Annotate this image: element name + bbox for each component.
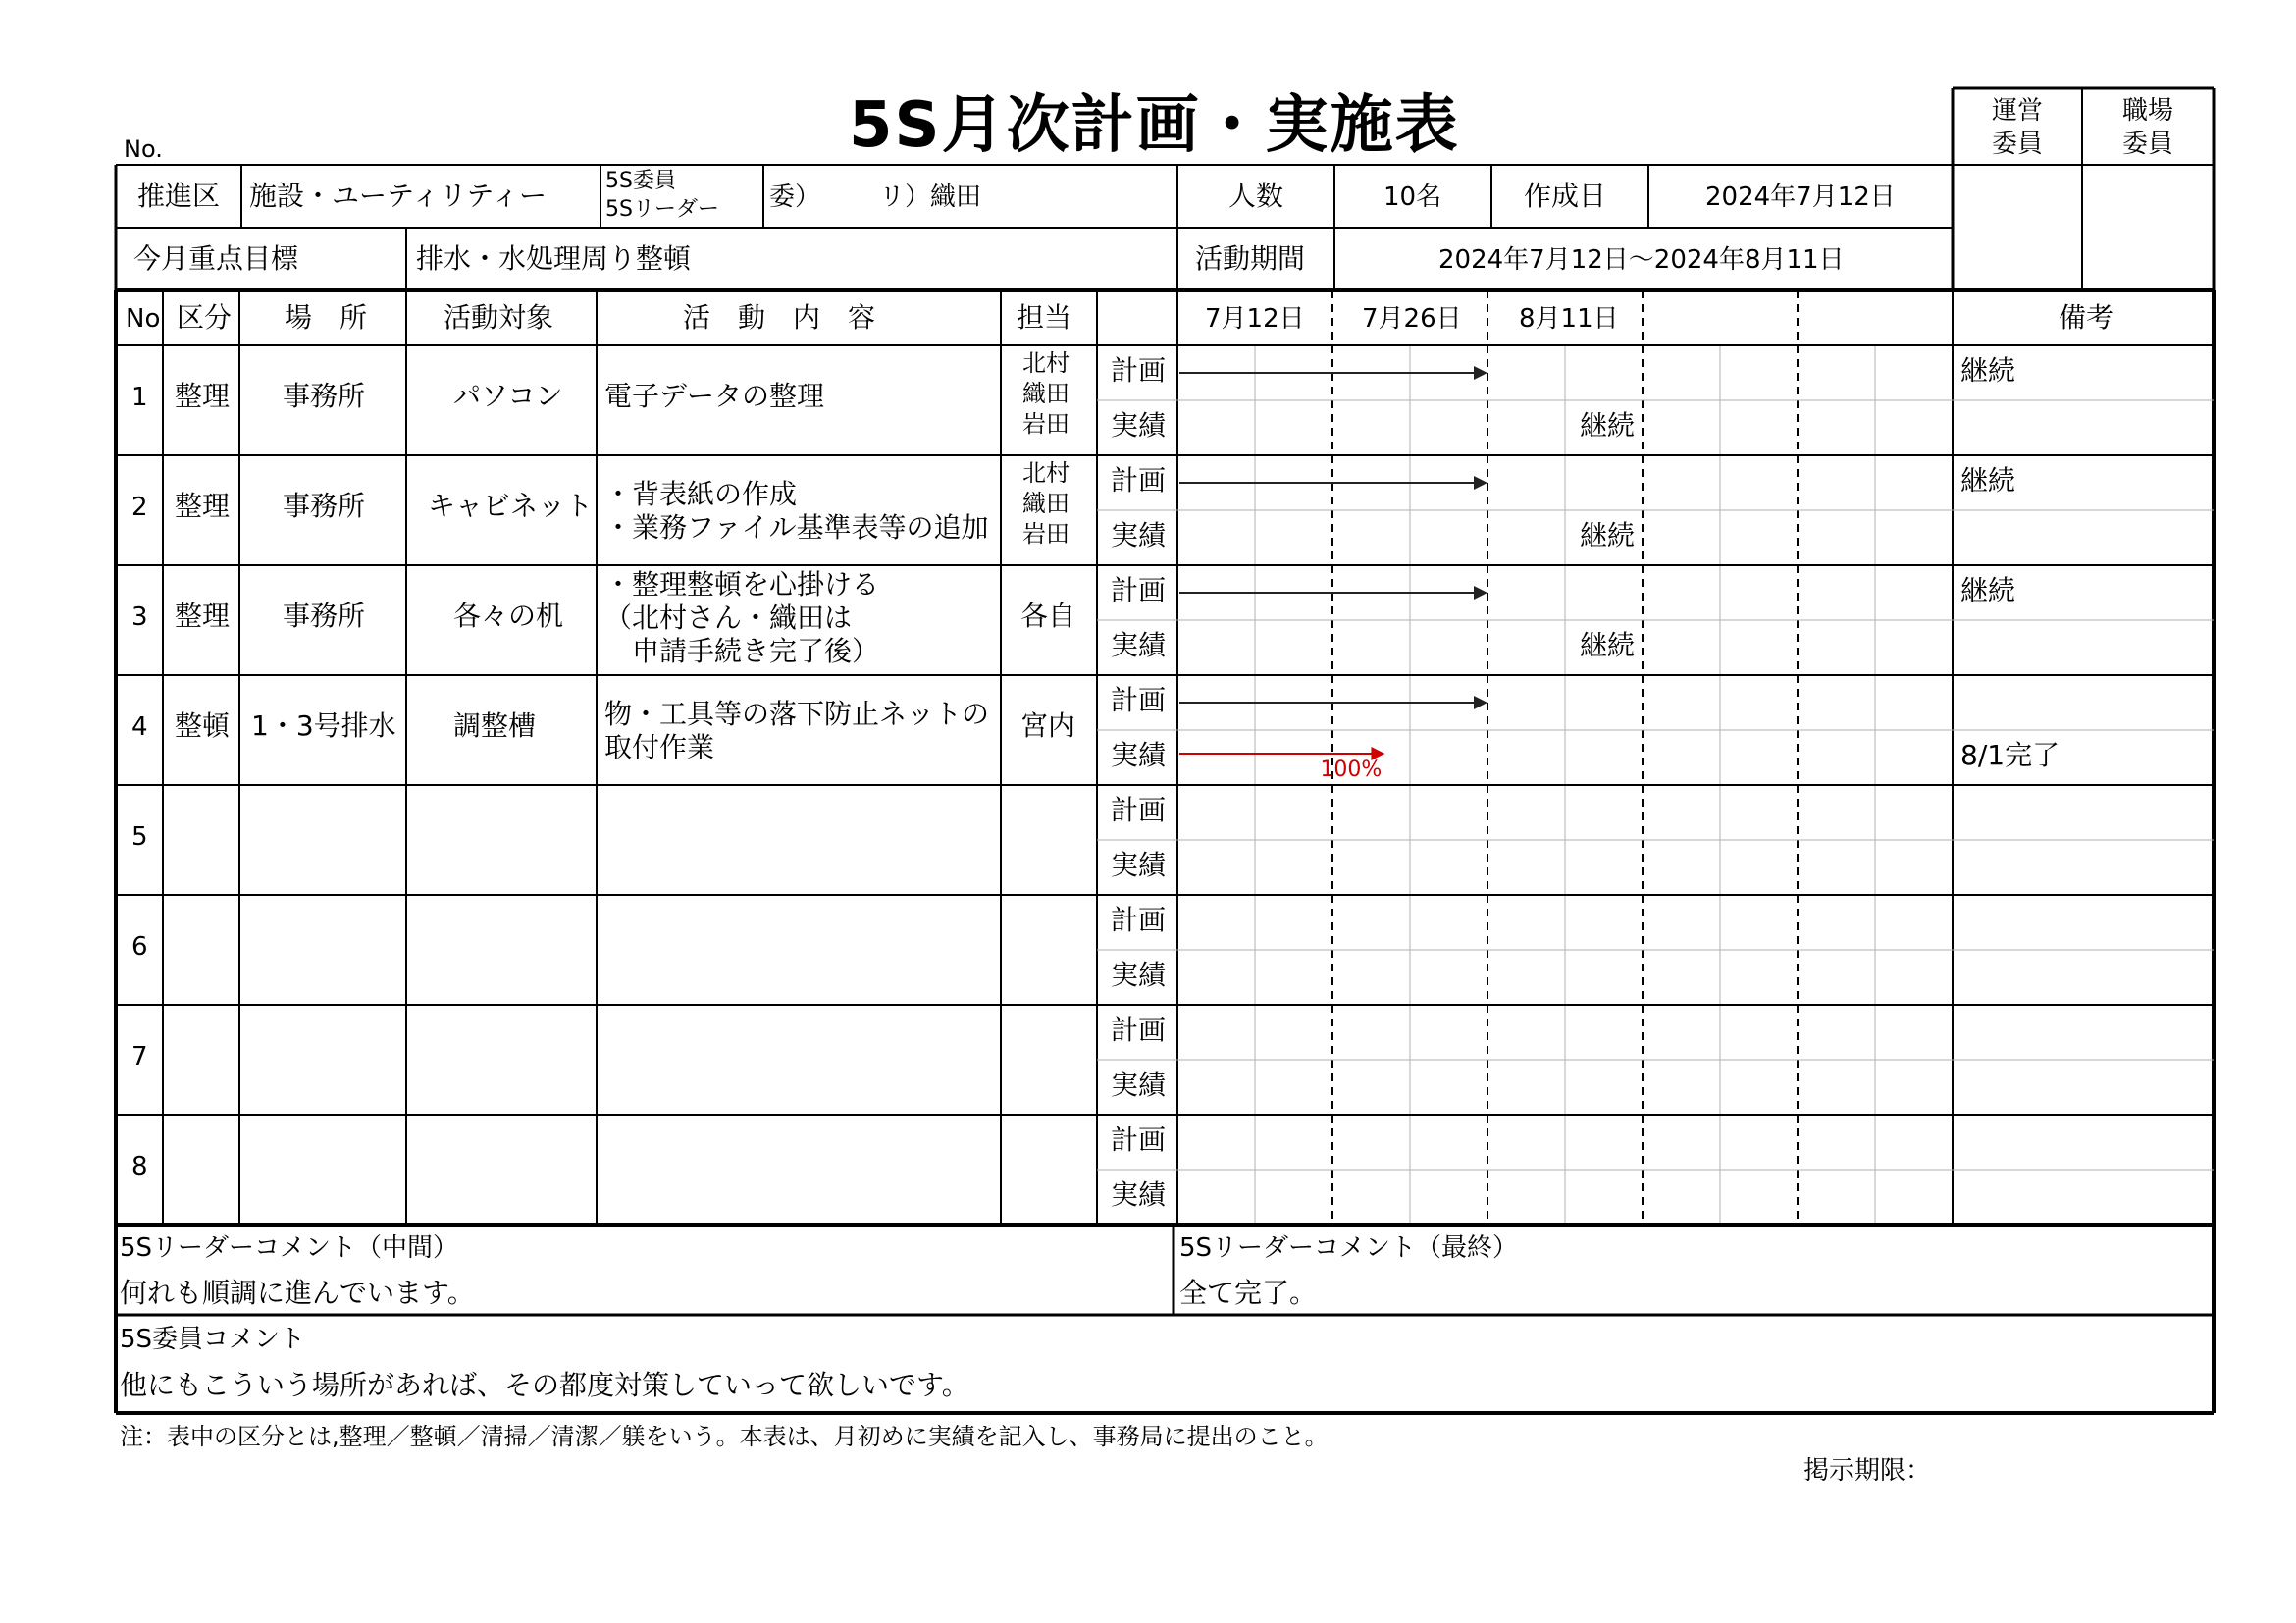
row-content-line: ・背表紙の作成 (604, 478, 798, 510)
role-value-committee: 委） (769, 183, 821, 212)
row-content-line: 取付作業 (604, 731, 715, 763)
col-header-content: 活 動 内 容 (683, 301, 876, 334)
row-number: 7 (131, 1042, 148, 1072)
leader-mid-comment-value: 何れも順調に進んでいます。 (120, 1277, 475, 1309)
row-category: 整理 (175, 490, 231, 522)
row-plan-label: 計画 (1111, 354, 1167, 387)
row-plan-label: 計画 (1111, 684, 1167, 716)
col-header-category: 区分 (177, 301, 233, 334)
row-category: 整理 (175, 380, 231, 412)
leader-mid-comment-label: 5Sリーダーコメント（中間） (120, 1233, 459, 1263)
row-actual-label: 実績 (1111, 1178, 1167, 1211)
col-header-target: 活動対象 (444, 301, 554, 334)
actual-progress-note: 継続 (1580, 629, 1636, 661)
page-title: 5S月次計画・実施表 (849, 89, 1460, 162)
row-owner: 各自 (1020, 600, 1076, 632)
row-owner-line: 北村 (1022, 349, 1070, 377)
period-value: 2024年7月12日～2024年8月11日 (1438, 245, 1845, 275)
plan-arrow-head (1474, 476, 1487, 490)
goal-value: 排水・水処理周り整頓 (416, 242, 692, 275)
area-value: 施設・ユーティリティー (249, 180, 547, 212)
row-content-line: 申請手続き完了後） (604, 635, 880, 667)
row-content-line: 電子データの整理 (604, 380, 825, 412)
row-content-line: 物・工具等の落下防止ネットの (604, 698, 990, 730)
role-value-leader: リ）織田 (879, 183, 982, 212)
col-header-remarks: 備考 (2059, 301, 2114, 334)
row-remark-plan: 継続 (1960, 464, 2016, 497)
created-date-label: 作成日 (1524, 180, 1607, 212)
actual-progress-note: 継続 (1580, 519, 1636, 551)
approval-box-2-line-1: 職場 (2122, 96, 2174, 126)
row-location: 事務所 (283, 490, 366, 522)
col-header-owner: 担当 (1017, 301, 1072, 334)
row-location: 事務所 (283, 380, 366, 412)
period-label: 活動期間 (1195, 242, 1306, 275)
actual-progress-note: 100% (1320, 758, 1383, 782)
row-owner-line: 織田 (1022, 490, 1070, 517)
headcount-label: 人数 (1228, 180, 1284, 212)
row-owner-line: 岩田 (1022, 520, 1070, 548)
row-number: 5 (131, 822, 148, 852)
row-remark-plan: 継続 (1960, 574, 2016, 606)
actual-progress-note: 継続 (1580, 409, 1636, 442)
plan-arrow-head (1474, 586, 1487, 600)
row-target: 調整槽 (453, 709, 537, 742)
row-actual-label: 実績 (1111, 849, 1167, 881)
row-location: 1・3号排水 (251, 709, 396, 742)
col-header-date-1: 7月12日 (1205, 304, 1305, 334)
row-location: 事務所 (283, 600, 366, 632)
row-target: 各々の机 (453, 600, 564, 632)
row-owner-line: 北村 (1022, 459, 1070, 487)
row-content-line: （北村さん・織田は (604, 602, 853, 634)
row-number: 4 (131, 712, 148, 742)
plan-arrow-head (1474, 366, 1487, 380)
row-number: 1 (131, 383, 148, 412)
plan-arrow-head (1474, 696, 1487, 709)
row-plan-label: 計画 (1111, 904, 1167, 936)
leader-final-comment-value: 全て完了。 (1179, 1277, 1318, 1309)
committee-comment-label: 5S委員コメント (120, 1325, 306, 1354)
row-category: 整頓 (175, 709, 231, 742)
row-content-line: ・業務ファイル基準表等の追加 (604, 511, 989, 544)
row-plan-label: 計画 (1111, 1124, 1167, 1156)
row-actual-label: 実績 (1111, 739, 1167, 771)
goal-label: 今月重点目標 (133, 242, 299, 275)
row-actual-label: 実績 (1111, 519, 1167, 551)
col-header-date-2: 7月26日 (1362, 304, 1462, 334)
row-remark-actual: 8/1完了 (1960, 739, 2061, 771)
role-label-leader: 5Sリーダー (605, 197, 719, 222)
row-plan-label: 計画 (1111, 464, 1167, 497)
col-header-no: No (126, 304, 161, 334)
row-actual-label: 実績 (1111, 409, 1167, 442)
approval-box-2-line-2: 委員 (2122, 130, 2174, 159)
role-label-committee: 5S委員 (605, 169, 676, 193)
row-plan-label: 計画 (1111, 794, 1167, 826)
row-owner-line: 織田 (1022, 380, 1070, 407)
row-plan-label: 計画 (1111, 1014, 1167, 1046)
row-remark-plan: 継続 (1960, 354, 2016, 387)
area-label: 推進区 (137, 180, 221, 212)
posting-deadline-label: 掲示期限： (1803, 1456, 1932, 1486)
headcount-value: 10名 (1383, 183, 1442, 212)
row-content-line: ・整理整頓を心掛ける (604, 568, 880, 601)
approval-box-1-line-1: 運営 (1992, 96, 2044, 126)
row-actual-label: 実績 (1111, 1069, 1167, 1101)
col-header-location: 場 所 (285, 301, 368, 334)
row-owner-line: 岩田 (1022, 410, 1070, 438)
committee-comment-value: 他にもこういう場所があれば、その都度対策していって欲しいです。 (120, 1369, 969, 1401)
col-header-date-3: 8月11日 (1519, 304, 1619, 334)
row-target: パソコン (453, 380, 563, 412)
approval-box-1-line-2: 委員 (1992, 130, 2044, 159)
row-category: 整理 (175, 600, 231, 632)
row-actual-label: 実績 (1111, 629, 1167, 661)
row-number: 2 (131, 493, 148, 522)
document-number-label: No. (124, 135, 163, 163)
row-number: 3 (131, 602, 148, 632)
row-plan-label: 計画 (1111, 574, 1167, 606)
leader-final-comment-label: 5Sリーダーコメント（最終） (1179, 1233, 1519, 1263)
row-number: 6 (131, 932, 148, 962)
footer-note: 注：表中の区分とは,整理／整頓／清掃／清潔／躾をいう。本表は、月初めに実績を記入し、事務局に提出のこと。 (120, 1423, 1329, 1450)
created-date-value: 2024年7月12日 (1705, 183, 1896, 212)
row-owner: 宮内 (1020, 709, 1076, 742)
row-actual-label: 実績 (1111, 959, 1167, 991)
row-target: キャビネット (428, 490, 594, 522)
row-number: 8 (131, 1152, 148, 1181)
